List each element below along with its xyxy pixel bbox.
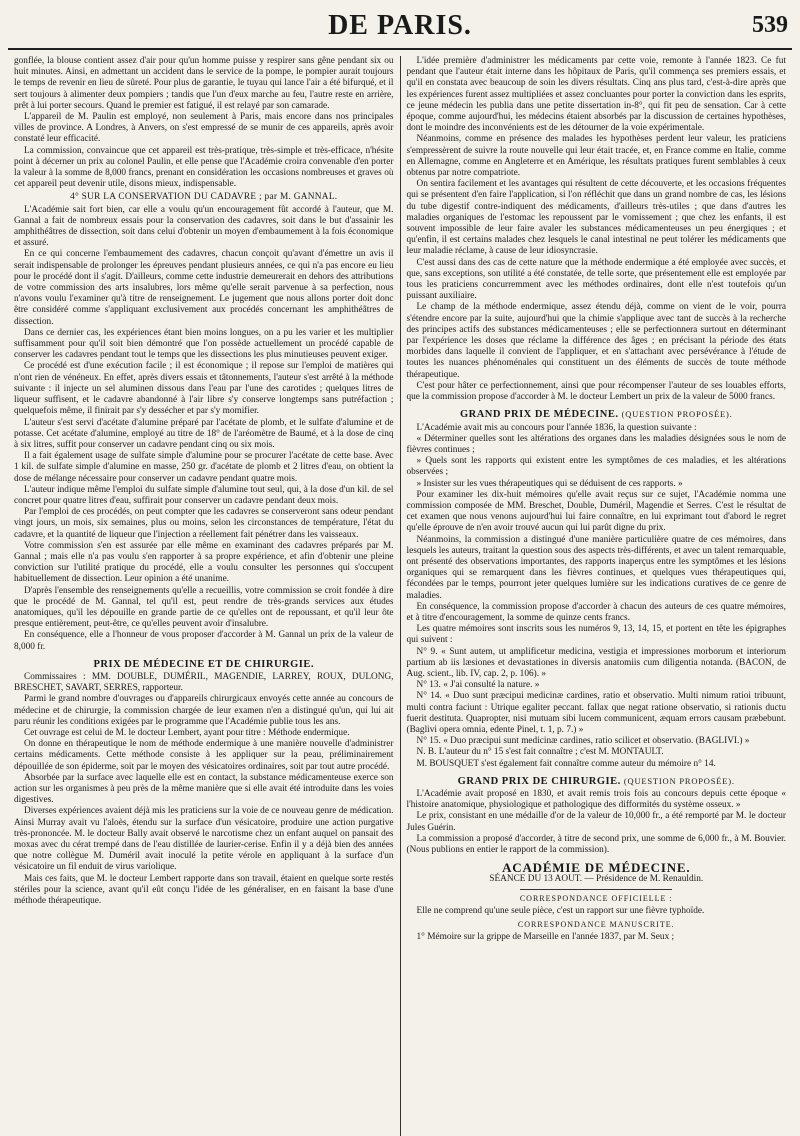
academie-heading: ACADÉMIE DE MÉDECINE. — [502, 860, 691, 876]
paragraph: L'idée première d'administrer les médicaments par cette voie, remonte à l'année 1823. Ce fut pendant que l'auteur était interne dans les hôpitaux de Paris, qu'il commença ses premiers essais, et qu'il en constata avec beaucoup de soin les divers résultats. Cinq ans plus tard, c'est-à-dire après que les expériences furent assez multipliées et assez concluantes pour porter la conviction dans les esprits, ce jeune médecin les publia dans une petite dissertation in-8°, qui fit peu de sensation. Car à cette époque, comme aujourd'hui, les médecins étaient absorbés par la discussion de certaines hypothèses, dont le moindre des inconvénients est de les détourner de la voie expérimentale. — [406, 56, 786, 134]
section-heading-grand-prix-chirurgie — [407, 776, 787, 787]
paragraph: Elle ne comprend qu'une seule pièce, c'est un rapport sur une fièvre typhoïde. — [416, 905, 705, 916]
paragraph: Dans ce dernier cas, les expériences étant bien moins longues, on a pu les varier et les multiplier suffisamment pour qu'il soit bien démontré que l'on possède actuellement un procédé capable de conserver les cadavres pendant tout le temps que les dissections les plus minutieuses peuvent exiger. — [14, 327, 394, 361]
left-block-2 — [14, 205, 394, 653]
paragraph: On sentira facilement et les avantages qui résultent de cette découverte, et les occasions fréquentes qui se présentent d'en faire l'application, si l'on réfléchit que dans un grand nombre de cas, les lésions du tube digestif contre-indiquent des médicaments, d'ailleurs très-utiles ; que dans d'autres les maladies organiques de l'estomac les repoussent par le vomissement ; que chez les enfants, il est souvent impossible de leur faire avaler les substances médicamenteuses un peu énergiques ; et qu'enfin, il est certains malades chez lesquels le canal intestinal ne peut tolérer les médicaments que leur maladie réclame, à cause de leur idiosyncrasie. — [406, 179, 786, 257]
paragraph: Néanmoins, la commission a distingué d'une manière particulière quatre de ces mémoires, dans lesquels les auteurs, traitant la question sous des aspects très-différents, et avec un talent remarquable, ont présenté des observations importantes, des rapports inaperçus entre les symptômes et les lésions organiques qui se remarquent dans les fièvres continues, et quelques vues thérapeutiques qui, fécondées par le temps, pourront jeter quelques lumière sur les indications curatives de ce genre de maladies. — [406, 534, 786, 601]
paragraph: Absorbée par la surface avec laquelle elle est en contact, la substance médicamenteuse exerce son action sur les organismes à peu près de la même manière que si elle avait été introduite dans les voies digestives. — [14, 772, 394, 806]
paragraph: N° 13. « J'ai consulté la nature. » — [416, 680, 540, 691]
paragraph: C'est pour hâter ce perfectionnement, ainsi que pour récompenser l'auteur de ses louables efforts, que la commission propose d'accorder à M. le docteur Lembert un prix de la valeur de 5000 francs. — [406, 380, 786, 403]
paragraph: Cet ouvrage est celui de M. le docteur Lembert, ayant pour titre : Méthode endermique. — [24, 727, 350, 738]
correspondance-officielle-label: CORRESPONDANCE OFFICIELLE : — [519, 893, 673, 903]
paragraph: Le prix, consistant en une médaille d'or de la valeur de 10,000 fr., a été remporté par M. le docteur Jules Guérin. — [406, 811, 786, 833]
text-columns — [8, 56, 792, 1136]
paragraph: » Quels sont les rapports qui existent entre les symptômes de ces maladies, et les altérations observées ; — [406, 456, 786, 478]
paragraph: Parmi le grand nombre d'ouvrages ou d'appareils chirurgicaux envoyés cette année au concours de médecine et de chirurgie, la commission chargée de leur examen n'en a distingué qu'un, qui lui ait paru réunir les conditions exigées par le programme que l'Académie publie tous les ans. — [14, 694, 394, 727]
paragraph: 1° Mémoire sur la grippe de Marseille en l'année 1837, par M. Seux ; — [416, 932, 675, 943]
right-block-3 — [407, 789, 787, 856]
paragraph: N. B. L'auteur du n° 15 s'est fait connaître ; c'est M. MONTAULT. — [416, 747, 664, 758]
paragraph: Ce procédé est d'une exécution facile ; il est économique ; il repose sur l'emploi de matières qui n'ont rien de vénéneux. En effet, après divers essais et tâtonnements, l'auteur s'est arrêté à la méthode suivante : il injecte un sel aluminen dissous dans l'eau par l'une des carotides ; quelques litres de liqueur suffisent, et le cadavre abandonné à l'air libre s'y conserve longtemps sans putréfaction ; quelquefois même, il finirait par s'y dessécher et par s'y momifier. — [14, 361, 394, 417]
right-block-2 — [407, 423, 787, 770]
paragraph: La commission a proposé d'accorder, à titre de second prix, une somme de 6,000 fr., à M. Bouvier. (Nous publions en entier le rapport de la commission). — [406, 833, 786, 856]
section-title-gannal: 4° SUR LA CONSERVATION DU CADAVRE ; par M. GANNAL. — [70, 192, 338, 203]
paragraph: L'appareil de M. Paulin est employé, non seulement à Paris, mais encore dans nos principales villes de province. A Londres, à Anvers, on s'est empressé de se munir de ces appareils, après avoir constaté leur efficacité. — [14, 112, 394, 145]
page-header — [8, 8, 792, 50]
paragraph: En conséquence, elle a l'honneur de vous proposer d'accorder à M. Gannal un prix de la valeur de 8,000 fr. — [14, 630, 394, 652]
paragraph: Mais ces faits, que M. le docteur Lembert rapporte dans son travail, étaient en quelque sorte restés stériles pour la science, avant qu'il eût conçu l'idée de les généraliser, en en faisant la base d'une méthode thérapeutique. — [14, 873, 394, 907]
paragraph: L'auteur s'est servi d'acétate d'alumine préparé par l'acétate de plomb, et le sulfate d'alumine et de potasse. Cet acétate d'alumine, employé au titre de 18° de l'aréomètre de Baumé, et à la dose de cinq à six litres, suffit pour conserver un cadavre pendant cinq ou six mois. — [14, 417, 394, 450]
paragraph: » Insister sur les vues thérapeutiques qui se déduisent de ces rapports. » — [416, 478, 683, 489]
section-heading-prix: PRIX DE MÉDECINE ET DE CHIRURGIE. — [93, 658, 314, 670]
heading-text: GRAND PRIX DE CHIRURGIE. — [457, 775, 621, 787]
page-number: 539 — [752, 12, 788, 38]
section-heading-grand-prix-medecine — [407, 409, 787, 420]
separator-rule — [520, 889, 672, 890]
left-block-3 — [14, 694, 394, 907]
paragraph: En conséquence, la commission propose d'accorder à chacun des auteurs de ces quatre mémoires, et à titre d'encouragement, la somme de quinze cents francs. — [406, 601, 786, 623]
paragraph: N° 14. « Duo sunt præcipui medicinæ cardines, ratio et observatio. Multi nimum ratioi tribuunt, multi contra faciunt : Utrique egaliter peccant. fallax que negat ratione observatio, si rationis ductu fuerit destituta. Quapropter, nisi mutuam sibi lucem communicent, æquam errors causam præbebunt. (Baglivi opera omnia, edente Pinel, t. 1, p. 7.) » — [406, 691, 786, 735]
commissaires-line: Commissaires : MM. DOUBLE, DUMÉRIL, MAGENDIE, LARREY, ROUX, DULONG, BRESCHET, SAVART, SERRES, rapporteur. — [14, 671, 394, 694]
heading-text: GRAND PRIX DE MÉDECINE. — [459, 409, 619, 421]
paragraph: Votre commission s'en est assurée par elle même en examinant des cadavres préparés par M. Gannal ; mais elle n'a pas voulu s'en rapporter à sa propre expérience, et afin d'obtenir une pleine conviction sur l'utilité pratique du procédé, elle a voulu consulter les personnes qui s'occupent habituellement de dissection. Leur opinion a été unanime. — [14, 540, 394, 585]
heading-subtitle: (QUESTION PROPOSÉE). — [621, 409, 733, 420]
paragraph: On donne en thérapeutique le nom de méthode endermique à une manière nouvelle d'administrer certains médicaments. Cette méthode consiste à les appliquer sur la peau, préliminairement dépouillée de son épiderme, soit par le moyen des vésicatoires ordinaires, soit par tout autre procédé. — [14, 739, 394, 772]
paragraph: L'Académie avait mis au concours pour l'année 1836, la question suivante : — [416, 422, 697, 433]
right-block-1 — [407, 56, 787, 403]
paragraph: gonflée, la blouse contient assez d'air pour qu'un homme puisse y respirer sans gêne pendant six ou huit minutes. Ainsi, en admettant un accident dans le service de la pompe, le pompier aurait toujours le temps de revenir en lieu de sûreté. Pour plus de garantie, le tuyau qui lance l'air a été bifurqué, et il sert toujours à alimenter deux pompiers ; tandis que l'un d'eux marche au feu, l'autre reste en arrière, prêt à lui porter secours. Quand le premier est fatigué, il est relayé par son camarade. — [14, 56, 394, 111]
paragraph: Néanmoins, comme en présence des malades les hypothèses perdent leur valeur, les praticiens s'empressèrent de suivre la route nouvelle qui leur était tracée, et, en France comme en Italie, comme en Allemagne, comme en Angleterre et en Amérique, les résultats pratiques furent semblables à ceux obtenus par notre compatriote. — [406, 134, 786, 179]
paragraph: N° 9. « Sunt autem, ut amplificetur medicina, vestigia et impressiones morborum et interiorum partium ab iis læsiones et devastationes in diversis anatomiis cum diligentia notanda. (BACON, de Aug. scient., lib. IV, cap. 2, p. 106). » — [406, 646, 786, 679]
paragraph: C'est aussi dans des cas de cette nature que la méthode endermique a été employée avec succès, et que, sans exceptions, son utilité a été constatée, de telle sorte, que présentement elle est employée par tous les praticiens concurremment avec les méthodes ordinaires, dont elle n'est toutefois qu'un puissant auxiliaire. — [406, 257, 786, 302]
paragraph: L'Académie avait proposé en 1830, et avait remis trois fois au concours depuis cette époque « l'histoire anatomique, physiologique et pathologique des difformités du système osseux. » — [406, 789, 786, 811]
heading-subtitle: (QUESTION PROPOSÉE). — [623, 775, 735, 786]
left-block-1 — [14, 56, 394, 190]
seance-line: SÉANCE DU 13 AOUT. — Présidence de M. Renauldin. — [489, 874, 704, 885]
paragraph: En ce qui concerne l'embaumement des cadavres, chacun conçoit qu'avant d'émettre un avis il serait indispensable de prolonger les épreuves pendant plusieurs années, ce qui n'a pas encore eu lieu pour le procédé dont il s'agit. D'ailleurs, comme cette industrie demeurerait en dehors des attributions de votre commission des arts insalubres, lors même qu'elle serait parvenue à sa perfection, nous n'avons voulu l'examiner qu'à titre de renseignement. Le jugement que nous allons porter doit donc être considéré comme s'appliquant exclusivement aux procédés concernant les amphithéâtres de dissection. — [14, 249, 394, 327]
paragraph: Les quatre mémoires sont inscrits sous les numéros 9, 13, 14, 15, et portent en tête les épigraphes qui suivent : — [406, 624, 786, 646]
paragraph: D'après l'ensemble des renseignements qu'elle a recueillis, votre commission se croit fondée à dire que le procédé de M. Gannal, tel qu'il est, peut rendre de très-grands services aux études anatomiques, qu'il les dépouille en grande partie de ce qu'elles ont de repoussant, et qu'il leur ôte presque entièrement, peut-être, ce qu'elles peuvent avoir d'insalubre. — [14, 585, 394, 630]
paragraph: « Déterminer quelles sont les altérations des organes dans les maladies désignées sous le nom de fièvres continues ; — [406, 433, 786, 455]
left-column — [8, 56, 400, 1136]
running-title: DE PARIS. — [328, 10, 472, 41]
paragraph: Le champ de la méthode endermique, assez étendu déjà, comme on vient de le voir, pourra s'étendre encore par la suite, aujourd'hui que la chimie s'applique avec tant de succès à la recherche des principes actifs des substances médicamenteuses ; elle se perfectionnera surtout en déterminant par l'expérience les doses que réclame la différence des âges ; en précisant la période des états morbides dans laquelle il convient de l'appliquer, et en s'attachant avec persévérance à l'étude de toutes les nuances phénoménales qui constituent un des éléments de succès de toute méthode thérapeutique. — [406, 302, 786, 380]
paragraph: Par l'emploi de ces procédés, on peut compter que les cadavres se conserveront sans odeur pendant vingt jours, un mois, six semaines, plus ou moins, selon les circonstances de température, l'état du cadavre, et la quantité de liqueur que l'injection a réellement fait pénétrer dans les vaisseaux. — [14, 507, 394, 540]
paragraph: L'auteur indique même l'emploi du sulfate simple d'alumine tout seul, qui, à la dose d'un kil. de sel concret pour quatre litres d'eau, suffirait pour conserver un cadavre pendant deux mois. — [14, 484, 394, 506]
paragraph: La commission, convaincue que cet appareil est très-pratique, très-simple et très-efficace, n'hésite point à décerner un prix au colonel Paulin, et elle pense que l'Académie croira convenable d'en porter la valeur à la somme de 8,000 francs, prenant en considération les occasions nombreuses et graves où cet appareil peut devenir utile, disons mieux, indispensable. — [14, 145, 394, 190]
paragraph: N° 15. « Duo præcipui sunt medicinæ cardines, ratio scilicet et observatio. (BAGLIVI.) » — [416, 736, 750, 747]
correspondance-manuscrite-label: CORRESPONDANCE MANUSCRITE. — [517, 920, 675, 930]
paragraph: M. BOUSQUET s'est également fait connaître comme auteur du mémoire n° 14. — [416, 758, 716, 769]
paragraph: Il a fait également usage de sulfate simple d'alumine pour se procurer l'acétate de cette base. Avec 1 kil. de sulfate simple d'alumine en masse, 250 gr. d'acétate de plomb et 2 litres d'eau, on obtient la dose de mélange nécessaire pour conserver un cadavre pendant quatre mois. — [14, 451, 394, 484]
paragraph: Diverses expériences avaient déjà mis les praticiens sur la voie de ce nouveau genre de médication. Ainsi Murray avait vu l'aloès, étendu sur la surface d'un vésicatoire, produire une action purgative très-prononcée. M. le docteur Bally avait observé le narcotisme chez un enfant auquel on pansait des moxas avec du cérat trempé dans de l'eau distillée de laurier-cerise. Enfin il y a déjà bien des années que notre collègue M. Duméril avait inoculé la petite vérole en appliquant à la surface d'un vésicatoire un fil enduit de virus variolique. — [14, 806, 394, 873]
paragraph: L'Académie sait fort bien, car elle a voulu qu'un encouragement fût accordé à l'auteur, que M. Gannal a fait de nombreux essais pour la conservation des cadavres, soit dans le but d'assainir les amphithéâtres de dissection, soit dans celui d'obtenir un moyen d'embaumement à la fois économique et assuré. — [14, 204, 394, 249]
right-column — [401, 56, 793, 1136]
paragraph: Pour examiner les dix-huit mémoires qu'elle avait reçus sur ce sujet, l'Académie nomma une commission composée de MM. Breschet, Double, Duméril, Magendie et Serres. C'est le résultat de cet examen que nous venons aujourd'hui lui faire connaître, en lui exprimant tout d'abord le regret qu'elle éprouve de n'en avoir trouvé aucun qui lui parût digne du prix. — [406, 489, 786, 534]
